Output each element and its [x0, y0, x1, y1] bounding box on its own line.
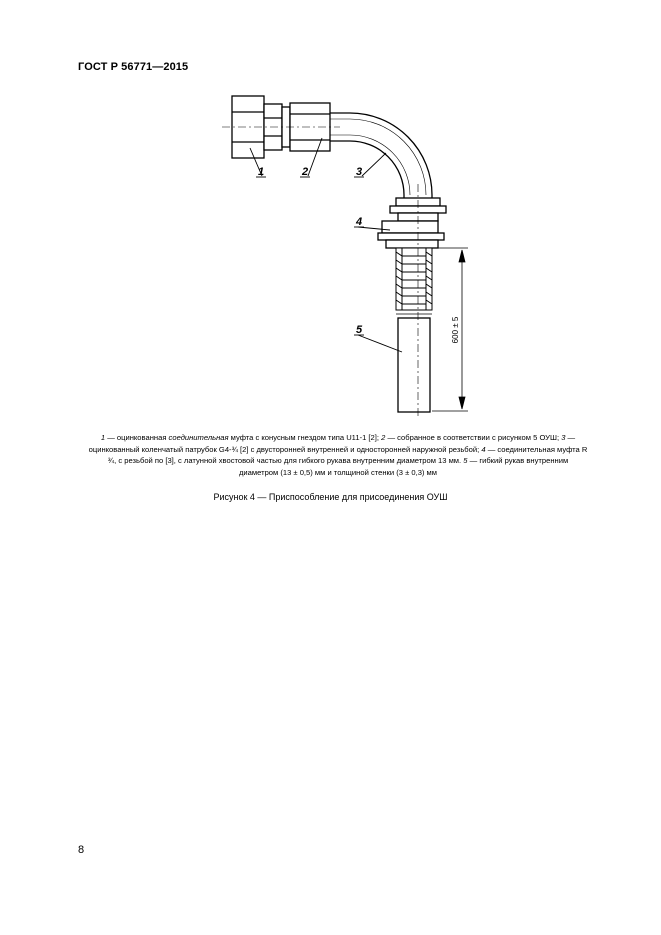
- page-number: 8: [78, 844, 85, 856]
- flexible-hose: [396, 314, 432, 412]
- figure-caption: Рисунок 4 — Приспособление для присоединения ОУШ: [213, 492, 448, 502]
- dimension-line: [432, 248, 468, 411]
- figure-legend: 1 — оцинкованная соединительная муфта с конусным гнездом типа U11-1 [2]; 2 — собранное в соответствии с рисунком 5 ОУШ; 3 — оцинкованный коленчатый патрубок G4-¾ [2] с двусторонней внутренней и односторонней наружной резьбой; 4 — соединительная муфта R ¾, с резьбой по [3], с латунной хвостовой частью для гибкого рукава внутренним диаметром 13 мм. 5 — гибкий рукав внутренним диаметром (13 ± 0,5) мм и толщиной стенки (3 ± 0,3) мм: [88, 433, 588, 477]
- dimension-label: 600 ± 5: [451, 316, 460, 344]
- callout-2: 2: [302, 166, 309, 178]
- callout-4: 4: [356, 216, 363, 228]
- callout-5: 5: [356, 324, 363, 336]
- callout-3: 3: [356, 166, 363, 178]
- coupling-r34: [378, 221, 444, 248]
- hose-tail: [396, 248, 432, 310]
- document-header: ГОСТ Р 56771—2015: [78, 61, 189, 73]
- callout-1: 1: [258, 166, 265, 178]
- elbow-pipe: [330, 113, 446, 221]
